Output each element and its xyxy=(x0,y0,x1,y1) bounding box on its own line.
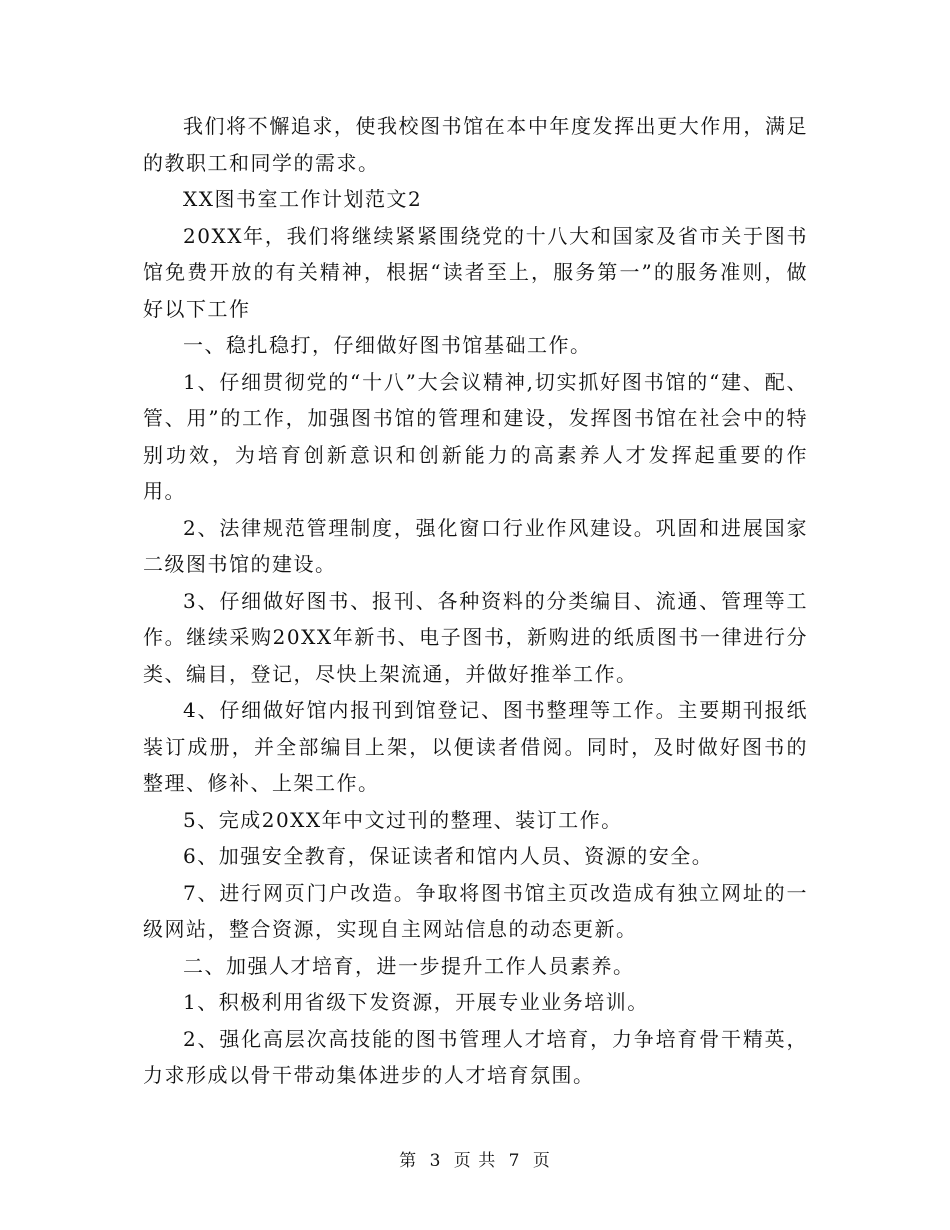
paragraph: 20XX年，我们将继续紧紧围绕党的十八大和国家及省市关于图书馆免费开放的有关精神，根据“读者至上，服务第一”的服务准则，做好以下工作 xyxy=(143,223,808,321)
paragraph: 4、仔细做好馆内报刊到馆登记、图书整理等工作。主要期刊报纸装订成册，并全部编目上架，以便读者借阅。同时，及时做好图书的整理、修补、上架工作。 xyxy=(143,698,808,795)
section-heading: 二、加强人才培育，进一步提升工作人员素养。 xyxy=(183,953,635,978)
paragraph: 1、仔细贯彻党的“十八”大会议精神,切实抓好图书馆的“建、配、管、用”的工作，加强图书馆的管理和建设，发挥图书馆在社会中的特别功效，为培育创新意识和创新能力的高素养人才发挥起重要的作用。 xyxy=(143,369,808,503)
section-heading: 一、稳扎稳打，仔细做好图书馆基础工作。 xyxy=(183,333,592,357)
current-page-number: 3 xyxy=(429,1151,442,1171)
footer-prefix: 第 xyxy=(399,1151,418,1171)
paragraph: 1、积极利用省级下发资源，开展专业业务培训。 xyxy=(183,990,649,1014)
paragraph: 7、进行网页门户改造。争取将图书馆主页改造成有独立网址的一级网站，整合资源，实现自主网站信息的动态更新。 xyxy=(143,880,808,941)
paragraph: 2、强化高层次高技能的图书管理人才培育，力争培育骨干精英，力求形成以骨干带动集体进步的人才培育氛围。 xyxy=(143,1026,808,1087)
total-pages-number: 7 xyxy=(508,1151,521,1171)
paragraph: 我们将不懈追求，使我校图书馆在本中年度发挥出更大作用，满足的教职工和同学的需求。 xyxy=(143,114,808,175)
footer-suffix: 页 xyxy=(532,1151,551,1171)
page-footer xyxy=(0,1146,950,1171)
footer-middle: 页 共 xyxy=(453,1151,497,1171)
paragraph: 2、法律规范管理制度，强化窗口行业作风建设。巩固和进展国家二级图书馆的建设。 xyxy=(143,515,808,576)
section-heading: XX图书室工作计划范文2 xyxy=(183,187,423,211)
document-body xyxy=(143,108,808,1094)
paragraph: 5、完成20XX年中文过刊的整理、装订工作。 xyxy=(183,807,623,832)
paragraph: 3、仔细做好图书、报刊、各种资料的分类编目、流通、管理等工作。继续采购20XX年新书、电子图书，新购进的纸质图书一律进行分类、编目，登记，尽快上架流通，并做好推举工作。 xyxy=(143,588,808,686)
paragraph: 6、加强安全教育，保证读者和馆内人员、资源的安全。 xyxy=(183,844,714,868)
